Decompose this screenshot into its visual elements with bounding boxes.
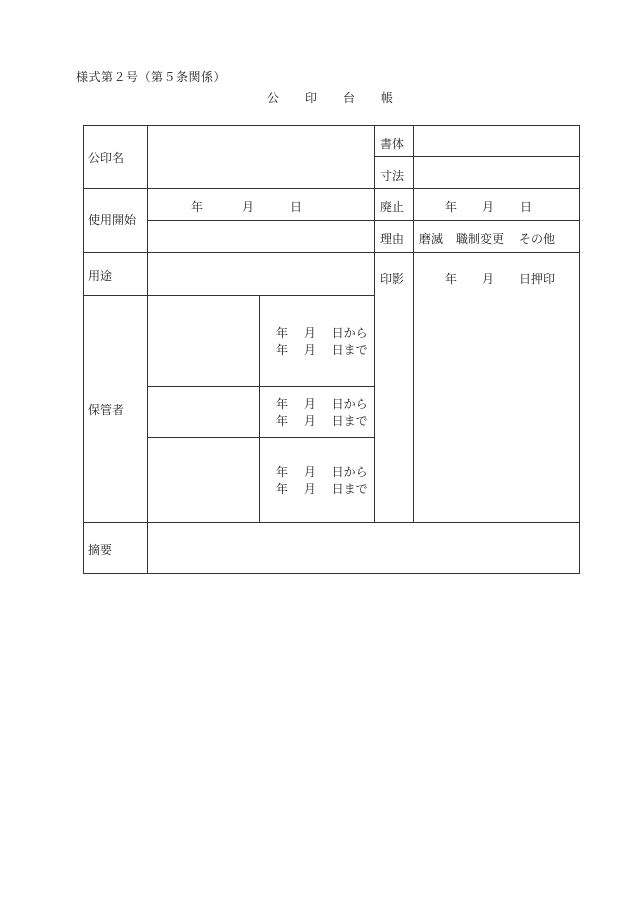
divider xyxy=(83,188,580,189)
period-to: 年 月 日まで xyxy=(276,414,368,428)
day-stamp-text: 日押印 xyxy=(519,272,556,286)
year-text: 年 xyxy=(191,200,204,214)
impression-label: 印影 xyxy=(380,272,405,286)
impression-date xyxy=(413,270,580,286)
title-char: 帳 xyxy=(381,91,394,105)
reason-label: 理由 xyxy=(380,232,405,246)
divider xyxy=(147,437,374,438)
day-text: 日 xyxy=(290,200,303,214)
period-to: 年 月 日まで xyxy=(276,343,368,357)
divider xyxy=(83,522,580,523)
reason-reorganization: 職制変更 xyxy=(456,232,505,246)
custodian-period xyxy=(276,464,368,498)
divider xyxy=(147,220,580,221)
reason-other: その他 xyxy=(519,232,556,246)
form-number: 様式第２号（第５条関係） xyxy=(76,70,227,84)
seal-name-label: 公印名 xyxy=(88,151,125,165)
divider xyxy=(413,125,414,522)
page-title xyxy=(267,89,393,106)
divider xyxy=(147,125,148,574)
month-text: 月 xyxy=(482,200,495,214)
size-label: 寸法 xyxy=(380,169,405,183)
seal-ledger-table xyxy=(83,125,580,574)
year-text: 年 xyxy=(445,272,458,286)
reason-options xyxy=(413,230,580,246)
period-from: 年 月 日から xyxy=(276,465,368,479)
period-to: 年 月 日まで xyxy=(276,482,368,496)
abolition-label: 廃止 xyxy=(380,200,405,214)
divider xyxy=(83,252,580,253)
divider xyxy=(259,295,260,522)
abolition-date xyxy=(413,198,580,214)
period-from: 年 月 日から xyxy=(276,326,368,340)
title-char: 公 xyxy=(267,91,280,105)
divider xyxy=(147,386,374,387)
remarks-label: 摘要 xyxy=(88,543,113,557)
divider xyxy=(83,295,374,296)
month-text: 月 xyxy=(482,272,495,286)
custodian-period xyxy=(276,325,368,359)
custodian-label: 保管者 xyxy=(88,403,125,417)
start-label: 使用開始 xyxy=(88,213,137,227)
start-date xyxy=(147,198,374,214)
reason-wear: 磨滅 xyxy=(419,232,444,246)
purpose-label: 用途 xyxy=(88,269,113,283)
day-text: 日 xyxy=(520,200,533,214)
month-text: 月 xyxy=(242,200,255,214)
year-text: 年 xyxy=(445,200,458,214)
divider xyxy=(374,125,375,522)
title-char: 台 xyxy=(343,91,356,105)
title-char: 印 xyxy=(305,91,318,105)
divider xyxy=(374,156,580,157)
typeface-label: 書体 xyxy=(380,137,405,151)
period-from: 年 月 日から xyxy=(276,397,368,411)
custodian-period xyxy=(276,396,368,430)
